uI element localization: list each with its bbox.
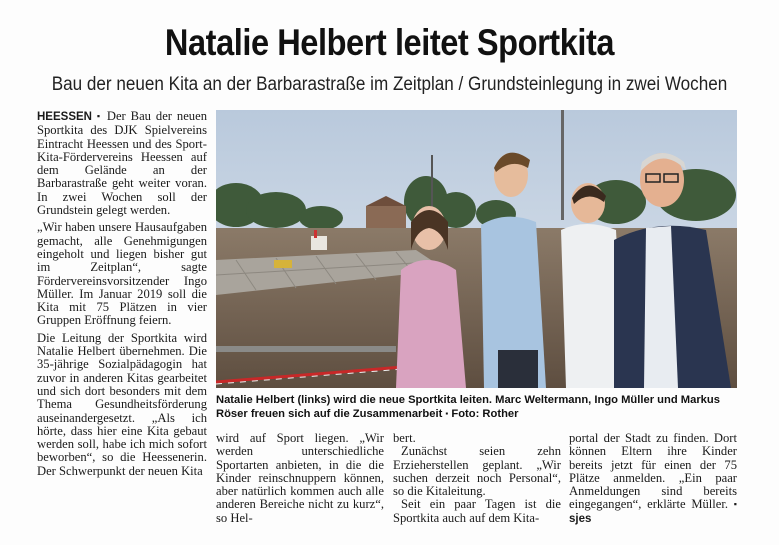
column-4 [569,432,737,542]
column-3 [393,432,561,542]
bullet: ▪ [96,111,102,121]
paragraph-1-text: Der Bau der neuen Sportkita des DJK Spielvereins Eintracht Heessen und des Sport-Kita-Fördervereins Heessen auf dem Gelände an der Barbarastraße geht weiter voran. In zwei Wochen soll der Grundstein gelegt werden. [37,110,207,218]
column-3-p1: bert. [393,432,416,445]
photo-caption [216,393,737,421]
signature-bullet: ▪ [733,499,737,510]
column-3-p3: Seit ein paar Tagen ist die Sportkita auch auf dem Kita- [393,497,561,525]
paragraph-3: Die Leitung der Sportkita wird Natalie Helbert übernehmen. Die 35-jährige Sozialpädagogin hat zuvor in anderen Kitas gearbeitet und sich dort besonders mit dem Thema Gesundheitsförderung auseinandergesetzt. „Als ich hörte, dass hier eine Kita gebaut werden soll, habe ich mich sofort beworben“, so die Heessenerin. Der Schwerpunkt der neuen Kita [37,330,207,478]
caption-bullet: ▪ [445,409,449,418]
dateline: HEESSEN [37,111,92,123]
photo-illustration [216,110,737,388]
paragraph-2: „Wir haben unsere Hausaufgaben gemacht, alle Genehmigungen eingeholt und liegen bisher gut im Zeitplan“, sagte Fördervereinsvorsitzender Ingo Müller. Im Januar 2019 soll die Kita mit 75 Plätzen in vier Gruppen Eröffnung feiern. [37,220,207,328]
column-3-p2: Zunächst seien zehn Erzieherstellen geplant. „Wir suchen derzeit noch Personal“, so die Kitaleitung. [393,444,561,499]
column-4-body: portal der Stadt zu finden. Dort können Eltern ihre Kinder bereits jetzt für einen der 75 Plätze anmelden. „Ein paar Anmeldungen sind bereits eingegangen“, erklärte Müller. [569,432,737,512]
column-2-text: wird auf Sport liegen. „Wir werden unterschiedliche Sportarten anbieten, in die die Kinder reinschnuppern können, aber natürlich kommen auch alle anderen Bereiche nicht zu kurz“, so Hel- [216,432,384,525]
caption-text: Natalie Helbert (links) wird die neue Sportkita leiten. Marc Weltermann, Ingo Müller und Markus Röser freuen sich auf die Zusammenarbeit [216,394,720,420]
column-1 [37,110,207,540]
subheadline: Bau der neuen Kita an der Barbarastraße im Zeitplan / Grundsteinlegung in zwei Wochen [51,74,728,95]
article-photo [216,110,737,388]
paragraph-1 [37,110,207,217]
photo-credit: Foto: Rother [451,408,519,420]
author-signature: sjes [569,512,592,525]
column-4-text [569,432,737,526]
column-2 [216,432,384,542]
headline: Natalie Helbert leitet Sportkita [164,22,615,63]
